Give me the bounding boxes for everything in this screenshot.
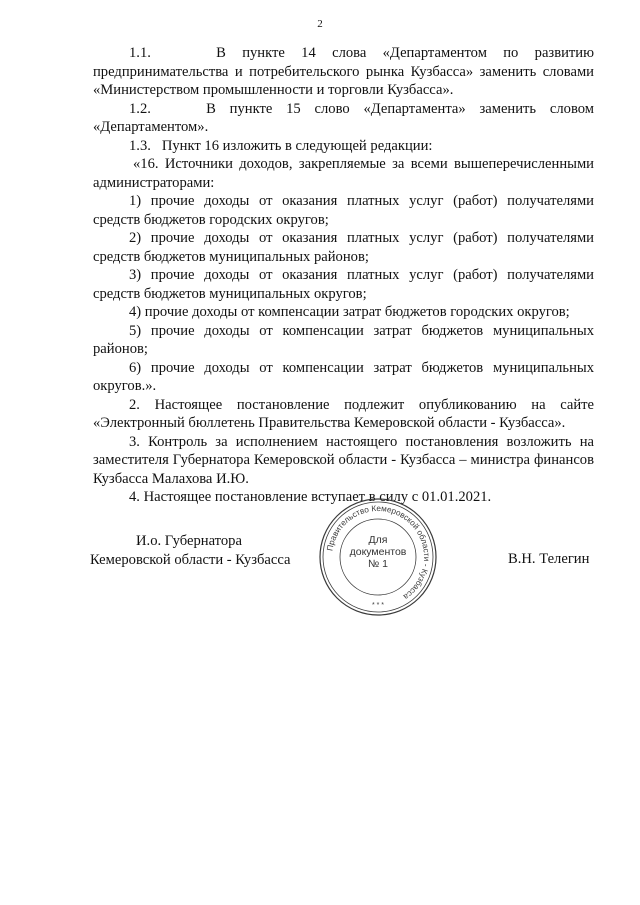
document-body bbox=[93, 44, 594, 507]
seal-center-line2: документов bbox=[349, 546, 407, 558]
list-item-2: 2) прочие доходы от оказания платных услуг (работ) получателями средств бюджетов муниципальных районов; bbox=[93, 230, 594, 265]
list-item-1: 1) прочие доходы от оказания платных услуг (работ) получателями средств бюджетов городских округов; bbox=[93, 193, 594, 228]
paragraph-4: 4. Настоящее постановление вступает в силу с 01.01.2021. bbox=[129, 489, 492, 505]
signatory-title bbox=[90, 532, 320, 569]
official-seal-stamp bbox=[317, 496, 439, 618]
paragraph-3: 3. Контроль за исполнением настоящего постановления возложить на заместителя Губернатора Кемеровской области - Кузбасса – министра финансов Кузбасса Малахова И.Ю. bbox=[93, 433, 594, 487]
paragraph-16: «16. Источники доходов, закрепляемые за всеми вышеперечисленными администраторами: bbox=[93, 156, 594, 191]
page-number: 2 bbox=[317, 18, 323, 30]
signatory-name: В.Н. Телегин bbox=[508, 551, 590, 567]
paragraph-2: 2. Настоящее постановление подлежит опубликованию на сайте «Электронный бюллетень Правительства Кемеровской области - Кузбасса». bbox=[93, 396, 594, 431]
seal-ring-text: Правительство Кемеровской области - Кузбасса bbox=[325, 503, 432, 602]
paragraph-1-3: 1.3. Пункт 16 изложить в следующей редакции: bbox=[129, 137, 433, 154]
paragraph-1-1: 1.1. В пункте 14 слова «Департаментом по развитию предпринимательства и потребительского рынка Кузбасса» заменить словами «Министерством промышленности и торговли Кузбасса». bbox=[93, 45, 594, 98]
list-item-6: 6) прочие доходы от компенсации затрат бюджетов муниципальных округов.». bbox=[93, 359, 594, 394]
signatory-title-line1: И.о. Губернатора bbox=[136, 533, 242, 549]
signatory-title-line2: Кемеровской области - Кузбасса bbox=[90, 551, 291, 568]
seal-center-line1: Для bbox=[368, 534, 388, 546]
list-item-4: 4) прочие доходы от компенсации затрат бюджетов городских округов; bbox=[129, 304, 570, 320]
seal-stars: * * * bbox=[371, 602, 385, 609]
list-item-3: 3) прочие доходы от оказания платных услуг (работ) получателями средств бюджетов муниципальных округов; bbox=[93, 267, 594, 302]
list-item-5: 5) прочие доходы от компенсации затрат бюджетов муниципальных районов; bbox=[93, 322, 594, 357]
paragraph-1-2: 1.2. В пункте 15 слово «Департамента» заменить словом «Департаментом». bbox=[93, 100, 594, 135]
seal-center-text bbox=[317, 534, 439, 570]
seal-center-line3: № 1 bbox=[367, 558, 389, 570]
